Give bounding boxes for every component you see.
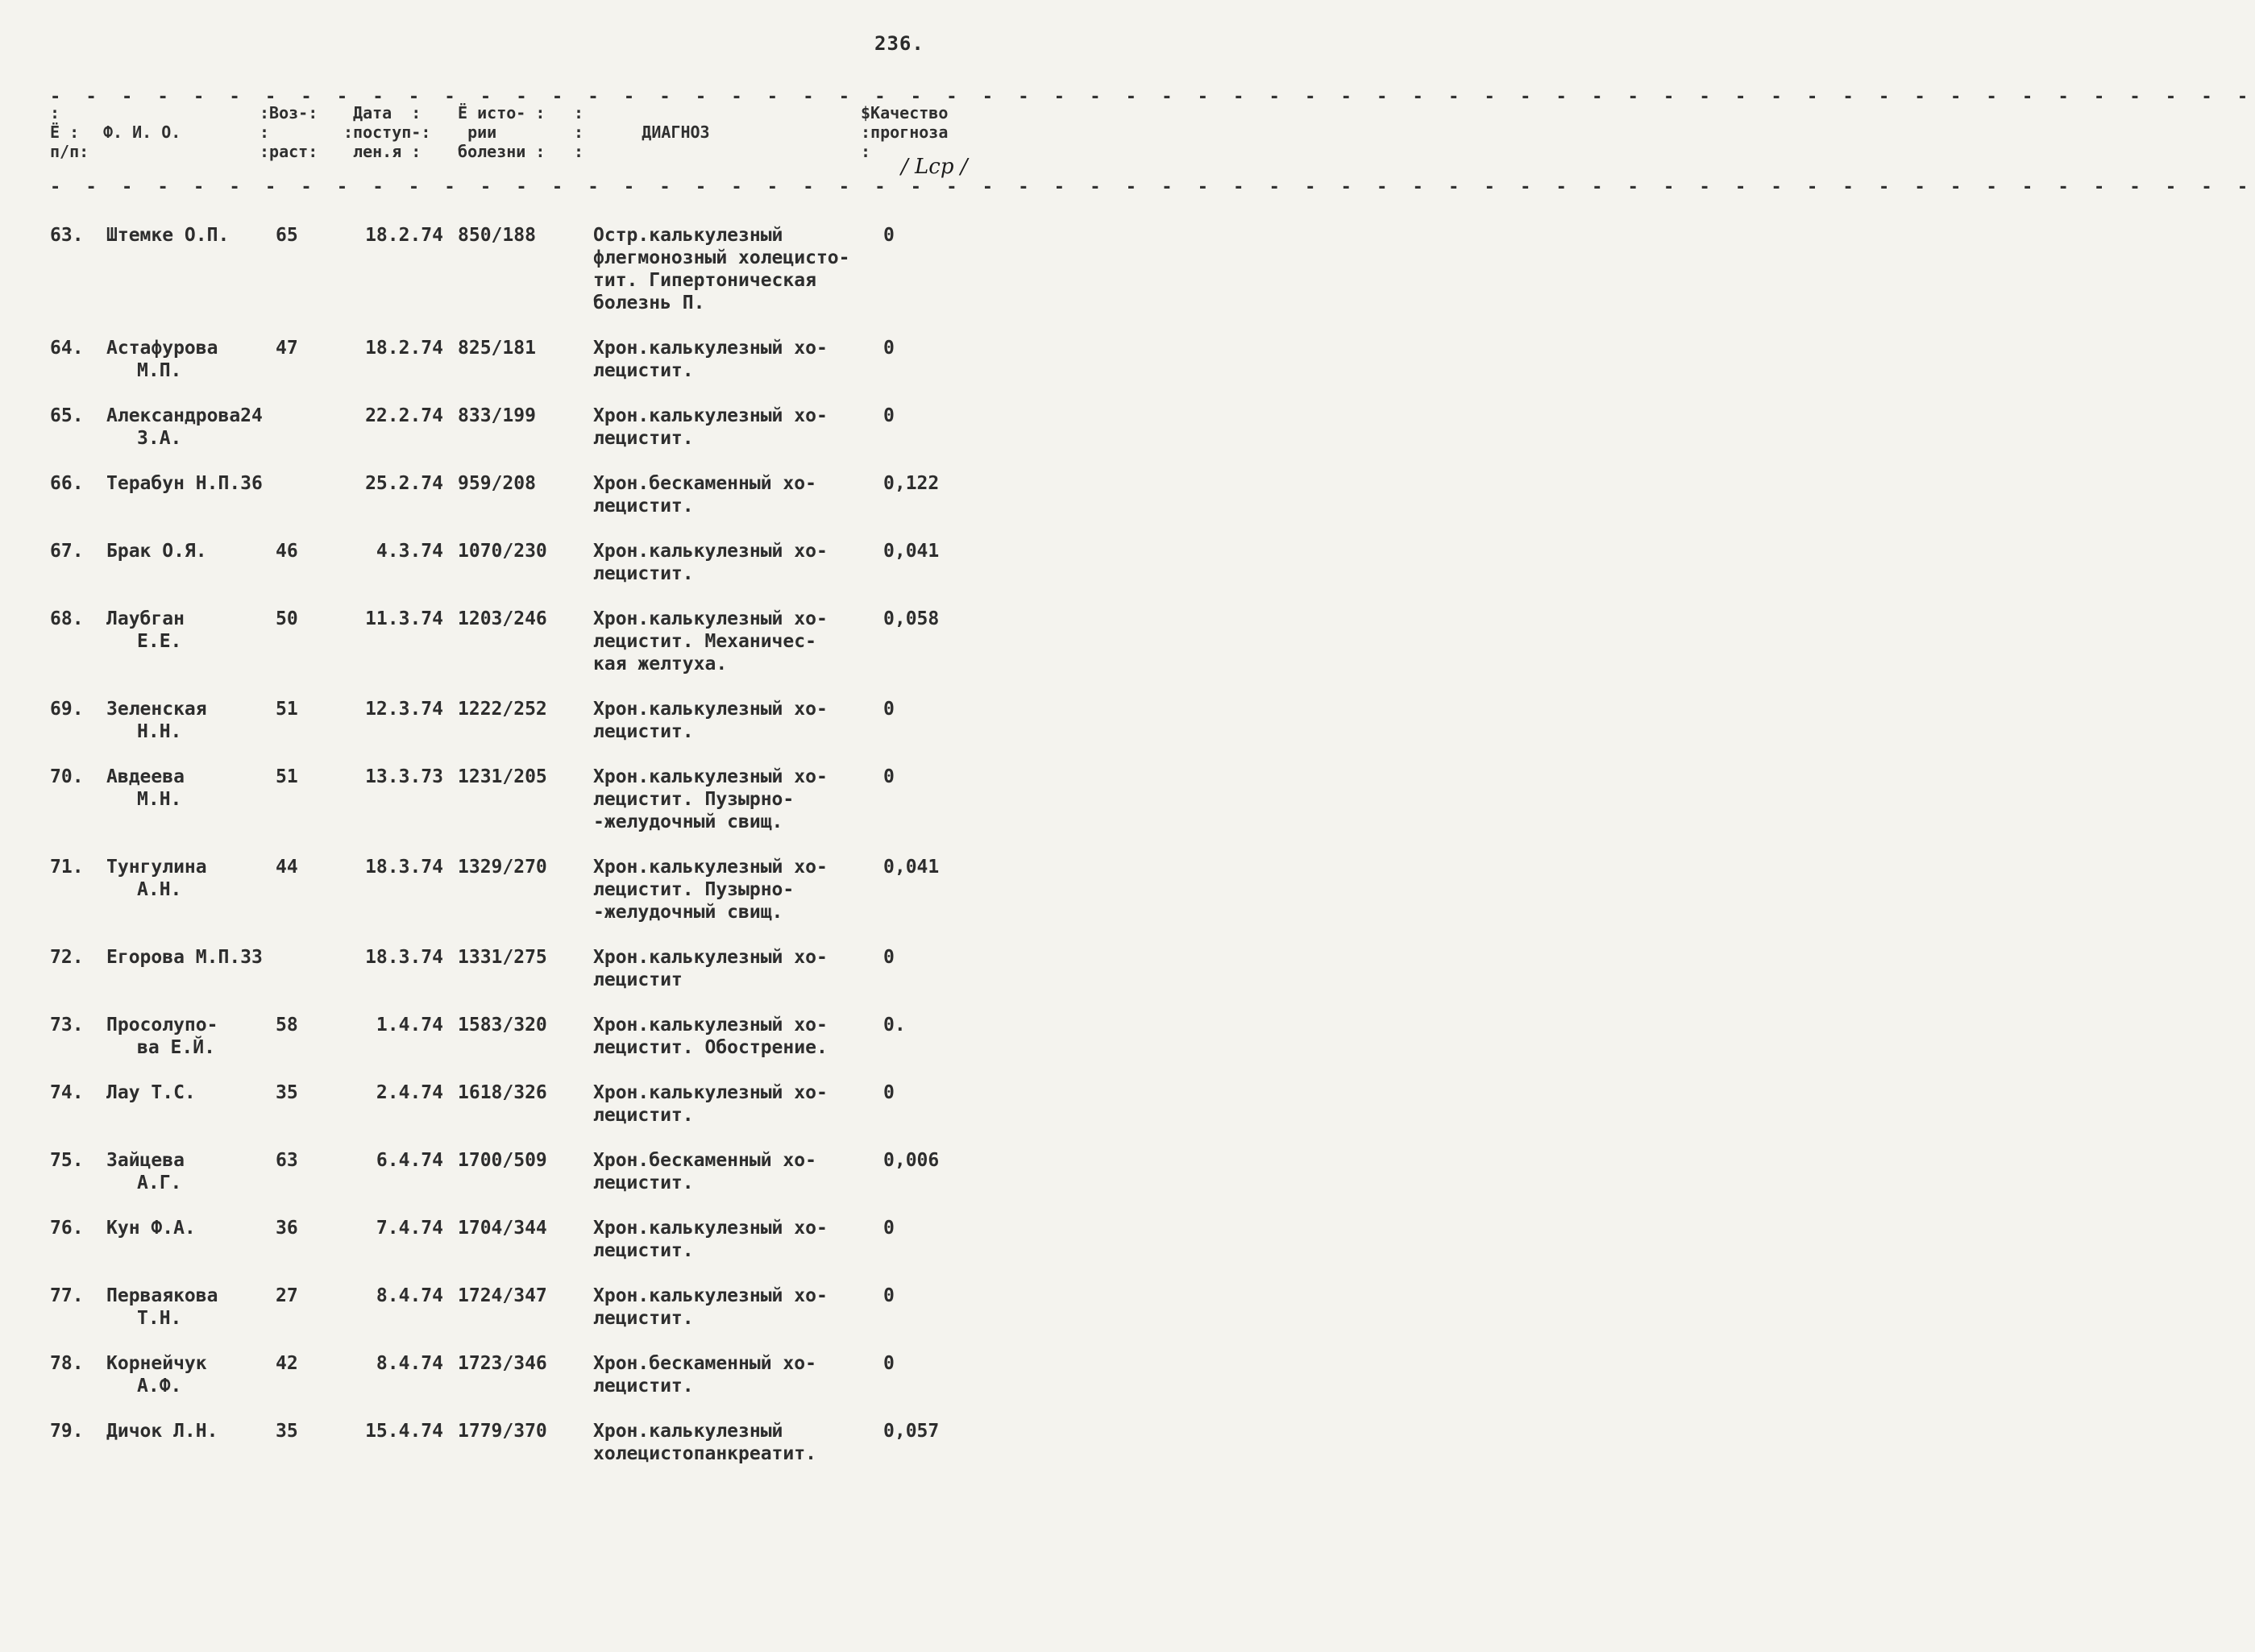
diagnosis-line: лецистит.: [593, 563, 694, 584]
diagnosis: [593, 472, 891, 517]
patient-name: [106, 1081, 268, 1104]
admission-date: 25.2.74: [365, 473, 443, 494]
patient-age: 35: [276, 1082, 298, 1103]
row-number: 70.: [50, 766, 84, 787]
row-number: 65.: [50, 405, 84, 426]
patient-name-line1: Дичок Л.Н.: [106, 1421, 218, 1442]
diagnosis: [593, 698, 891, 743]
admission-date: 2.4.74: [376, 1082, 443, 1103]
header-age: :Воз-: : :раст:: [260, 103, 318, 161]
case-history-number: 1700/509: [458, 1150, 547, 1171]
diagnosis-line: Хрон.калькулезный хо-: [593, 766, 828, 787]
diagnosis-line: Хрон.калькулезный хо-: [593, 857, 828, 878]
case-history-number: 833/199: [458, 405, 536, 426]
prognosis-quality: 0: [883, 1353, 895, 1374]
case-history-number: 1203/246: [458, 608, 547, 629]
diagnosis-line: лецистит.: [593, 1376, 694, 1397]
diagnosis-line: Хрон.калькулезный хо-: [593, 699, 828, 720]
row-number: 64.: [50, 338, 84, 359]
diagnosis-line: Хрон.калькулезный хо-: [593, 541, 828, 562]
diagnosis-line: флегмонозный холецисто-: [593, 247, 850, 268]
patient-age: 63: [276, 1150, 298, 1171]
diagnosis-line: Хрон.калькулезный: [593, 1421, 783, 1442]
patient-name-line1: Терабун Н.П.36: [106, 473, 263, 494]
prognosis-quality: 0: [883, 947, 895, 968]
patient-name-line1: Астафурова: [106, 338, 218, 359]
case-history-number: 1704/344: [458, 1218, 547, 1239]
row-number: 75.: [50, 1150, 84, 1171]
row-number: 78.: [50, 1353, 84, 1374]
prognosis-quality: 0: [883, 766, 895, 787]
diagnosis: [593, 224, 891, 314]
patient-name: [106, 1149, 268, 1194]
admission-date: 8.4.74: [376, 1285, 443, 1306]
patient-age: 47: [276, 338, 298, 359]
prognosis-quality: 0,006: [883, 1150, 940, 1171]
patient-name-line1: Александрова24: [106, 405, 263, 426]
diagnosis-line: лецистит. Пузырно-: [593, 789, 795, 810]
diagnosis: [593, 540, 891, 585]
patient-name-line1: Лау Т.С.: [106, 1082, 196, 1103]
diagnosis-line: Хрон.калькулезный хо-: [593, 338, 828, 359]
row-number: 66.: [50, 473, 84, 494]
case-history-number: 1583/320: [458, 1015, 547, 1036]
admission-date: 18.3.74: [365, 947, 443, 968]
row-number: 79.: [50, 1421, 84, 1442]
patient-age: 58: [276, 1015, 298, 1036]
patient-name: [106, 1420, 268, 1442]
header-date: Дата : :поступ-: лен.я :: [343, 103, 431, 161]
row-number: 69.: [50, 699, 84, 720]
patient-name-line1: Кун Ф.А.: [106, 1218, 196, 1239]
admission-date: 7.4.74: [376, 1218, 443, 1239]
row-number: 68.: [50, 608, 84, 629]
admission-date: 15.4.74: [365, 1421, 443, 1442]
patient-age: 27: [276, 1285, 298, 1306]
patient-age: 42: [276, 1353, 298, 1374]
row-number: 71.: [50, 857, 84, 878]
header-name: Ф. И. О.: [103, 122, 181, 142]
patient-name-line1: Авдеева: [106, 766, 185, 787]
admission-date: 18.2.74: [365, 338, 443, 359]
patient-age: 44: [276, 857, 298, 878]
diagnosis-line: лецистит.: [593, 1173, 694, 1193]
patient-name-line1: Егорова М.П.33: [106, 947, 263, 968]
row-number: 76.: [50, 1218, 84, 1239]
prognosis-quality: 0.: [883, 1015, 906, 1036]
patient-age: 51: [276, 699, 298, 720]
case-history-number: 1723/346: [458, 1353, 547, 1374]
diagnosis-line: Хрон.калькулезный хо-: [593, 1015, 828, 1036]
patient-name-line1: Корнейчук: [106, 1353, 207, 1374]
admission-date: 12.3.74: [365, 699, 443, 720]
diagnosis-line: лецистит. Обострение.: [593, 1037, 828, 1058]
prognosis-quality: 0,057: [883, 1421, 940, 1442]
diagnosis-line: лецистит.: [593, 1105, 694, 1126]
patient-name: [106, 1014, 268, 1059]
row-number: 72.: [50, 947, 84, 968]
admission-date: 6.4.74: [376, 1150, 443, 1171]
patient-name: [106, 698, 268, 743]
patient-name: [106, 472, 268, 495]
admission-date: 13.3.73: [365, 766, 443, 787]
diagnosis-line: лецистит. Механичес-: [593, 631, 816, 652]
admission-date: 18.2.74: [365, 225, 443, 246]
diagnosis-line: тит. Гипертоническая: [593, 270, 816, 291]
header-history: Ё исто- : рии болезни :: [458, 103, 546, 161]
diagnosis: [593, 1420, 891, 1465]
admission-date: 8.4.74: [376, 1353, 443, 1374]
prognosis-quality: 0: [883, 699, 895, 720]
diagnosis-line: -желудочный свищ.: [593, 902, 783, 923]
handwritten-annotation: / Lcp /: [901, 155, 968, 179]
diagnosis-line: лецистит: [593, 969, 683, 990]
diagnosis-line: -желудочный свищ.: [593, 811, 783, 832]
admission-date: 22.2.74: [365, 405, 443, 426]
diagnosis-line: лецистит.: [593, 721, 694, 742]
diagnosis-line: Хрон.калькулезный хо-: [593, 1218, 828, 1239]
row-number: 63.: [50, 225, 84, 246]
admission-date: 11.3.74: [365, 608, 443, 629]
diagnosis: [593, 608, 891, 675]
patient-name: [106, 766, 268, 811]
patient-name-line1: Брак О.Я.: [106, 541, 207, 562]
patient-initials: Е.Е.: [137, 631, 182, 652]
header-top-rule: - - - - - - - - - - - - - - - - - - - - - - - - - - - - - - - - - - - - - - - - - - - - - - - - - - - - - - - - - - - - - -: [50, 87, 2255, 107]
diagnosis-line: Остр.калькулезный: [593, 225, 783, 246]
diagnosis-line: Хрон.калькулезный хо-: [593, 1082, 828, 1103]
row-number: 67.: [50, 541, 84, 562]
header-bottom-rule: - - - - - - - - - - - - - - - - - - - - - - - - - - - - - - - - - - - - - - - - - - - - - - - - - - - - - - - - - - - - - -: [50, 177, 2255, 197]
diagnosis-line: Хрон.калькулезный хо-: [593, 608, 828, 629]
patient-name-line1: Перваякова: [106, 1285, 218, 1306]
page-number: 236.: [874, 32, 924, 55]
diagnosis-line: лецистит.: [593, 1240, 694, 1261]
patient-name: [106, 1352, 268, 1397]
case-history-number: 1331/275: [458, 947, 547, 968]
diagnosis-line: болезнь П.: [593, 293, 705, 313]
diagnosis-line: Хрон.калькулезный хо-: [593, 405, 828, 426]
admission-date: 1.4.74: [376, 1015, 443, 1036]
diagnosis: [593, 856, 891, 924]
diagnosis-line: лецистит.: [593, 496, 694, 517]
patient-initials: Т.Н.: [137, 1308, 182, 1329]
diagnosis-line: лецистит.: [593, 360, 694, 381]
diagnosis-line: Хрон.калькулезный хо-: [593, 1285, 828, 1306]
diagnosis-line: Хрон.бескаменный хо-: [593, 1353, 816, 1374]
prognosis-quality: 0,058: [883, 608, 940, 629]
diagnosis: [593, 1014, 891, 1059]
prognosis-quality: 0: [883, 405, 895, 426]
header-num: : Ё : п/п:: [50, 103, 89, 161]
patient-name-line1: Зайцева: [106, 1150, 185, 1171]
prognosis-quality: 0: [883, 225, 895, 246]
row-number: 74.: [50, 1082, 84, 1103]
patient-initials: ва Е.Й.: [137, 1037, 215, 1058]
diagnosis: [593, 405, 891, 450]
prognosis-quality: 0,041: [883, 541, 940, 562]
patient-name: [106, 1217, 268, 1239]
patient-name-line1: Зеленская: [106, 699, 207, 720]
diagnosis-line: лецистит.: [593, 1308, 694, 1329]
patient-age: 36: [276, 1218, 298, 1239]
case-history-number: 1779/370: [458, 1421, 547, 1442]
patient-age: 51: [276, 766, 298, 787]
row-number: 77.: [50, 1285, 84, 1306]
case-history-number: 1618/326: [458, 1082, 547, 1103]
case-history-number: 825/181: [458, 338, 536, 359]
patient-name-line1: Просолупо-: [106, 1015, 218, 1036]
patient-name-line1: Штемке О.П.: [106, 225, 230, 246]
patient-initials: З.А.: [137, 428, 182, 449]
diagnosis: [593, 1149, 891, 1194]
admission-date: 18.3.74: [365, 857, 443, 878]
diagnosis: [593, 1285, 891, 1330]
diagnosis: [593, 766, 891, 833]
patient-name: [106, 608, 268, 653]
patient-name: [106, 337, 268, 382]
patient-name: [106, 856, 268, 901]
prognosis-quality: 0,122: [883, 473, 940, 494]
diagnosis-line: лецистит.: [593, 428, 694, 449]
diagnosis-line: холецистопанкреатит.: [593, 1443, 816, 1464]
diagnosis: [593, 946, 891, 991]
case-history-number: 850/188: [458, 225, 536, 246]
case-history-number: 1231/205: [458, 766, 547, 787]
patient-name-line1: Тунгулина: [106, 857, 207, 878]
patient-initials: М.П.: [137, 360, 182, 381]
patient-age: 65: [276, 225, 298, 246]
patient-initials: М.Н.: [137, 789, 182, 810]
diagnosis-line: кая желтуха.: [593, 654, 728, 674]
patient-age: 46: [276, 541, 298, 562]
patient-name: [106, 224, 268, 247]
case-history-number: 959/208: [458, 473, 536, 494]
diagnosis: [593, 337, 891, 382]
prognosis-quality: 0: [883, 1285, 895, 1306]
diagnosis: [593, 1217, 891, 1262]
header-quality: $Качество :прогноза :: [861, 103, 949, 161]
patient-name-line1: Лаубган: [106, 608, 185, 629]
patient-name: [106, 1285, 268, 1330]
patient-initials: А.Н.: [137, 879, 182, 900]
prognosis-quality: 0: [883, 1218, 895, 1239]
row-number: 73.: [50, 1015, 84, 1036]
diagnosis: [593, 1081, 891, 1127]
diagnosis: [593, 1352, 891, 1397]
patient-initials: Н.Н.: [137, 721, 182, 742]
patient-name: [106, 946, 268, 969]
header-diagnosis: : : ДИАГНОЗ :: [574, 103, 710, 161]
patient-age: 50: [276, 608, 298, 629]
case-history-number: 1070/230: [458, 541, 547, 562]
admission-date: 4.3.74: [376, 541, 443, 562]
patient-name: [106, 540, 268, 562]
patient-age: 35: [276, 1421, 298, 1442]
patient-initials: А.Г.: [137, 1173, 182, 1193]
diagnosis-line: Хрон.калькулезный хо-: [593, 947, 828, 968]
patient-initials: А.Ф.: [137, 1376, 182, 1397]
case-history-number: 1222/252: [458, 699, 547, 720]
diagnosis-line: Хрон.бескаменный хо-: [593, 1150, 816, 1171]
patient-name: [106, 405, 268, 450]
diagnosis-line: Хрон.бескаменный хо-: [593, 473, 816, 494]
prognosis-quality: 0: [883, 1082, 895, 1103]
case-history-number: 1329/270: [458, 857, 547, 878]
prognosis-quality: 0,041: [883, 857, 940, 878]
prognosis-quality: 0: [883, 338, 895, 359]
case-history-number: 1724/347: [458, 1285, 547, 1306]
diagnosis-line: лецистит. Пузырно-: [593, 879, 795, 900]
